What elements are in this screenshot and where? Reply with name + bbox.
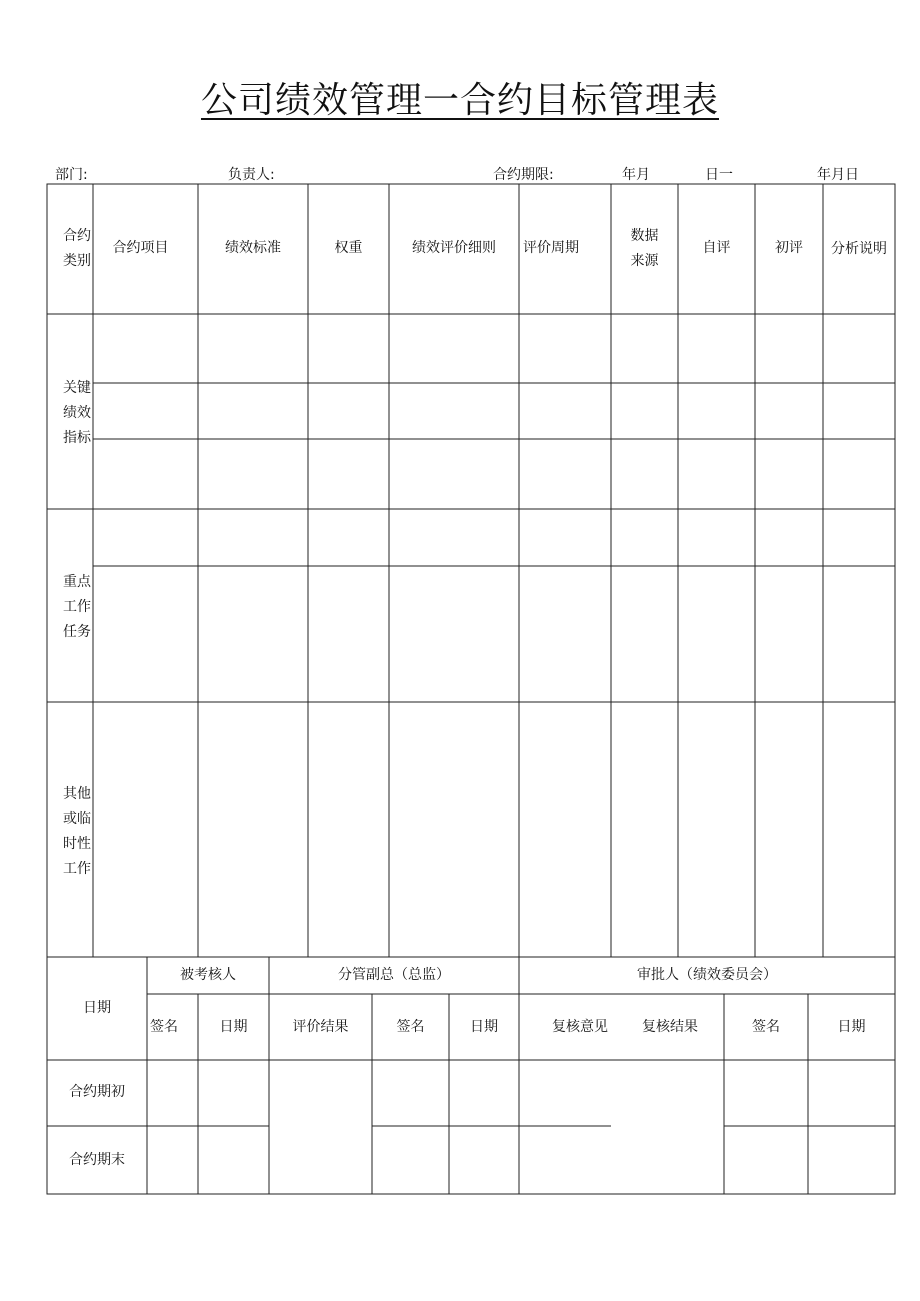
signoff-approver: 审批人（绩效委员会） bbox=[637, 967, 777, 983]
period-start-year-month: 年月 bbox=[622, 167, 650, 183]
header-self-eval: 自评 bbox=[702, 240, 731, 256]
approver-sign: 签名 bbox=[752, 1019, 780, 1035]
signoff-date-label: 日期 bbox=[83, 1000, 111, 1016]
header-standard: 绩效标准 bbox=[225, 240, 281, 256]
approver-date: 日期 bbox=[837, 1019, 866, 1035]
vp-date: 日期 bbox=[470, 1019, 498, 1035]
vp-eval-result: 评价结果 bbox=[292, 1019, 349, 1035]
period-end-date: 年月日 bbox=[817, 167, 859, 183]
page-title: 公司绩效管理一合约目标管理表 bbox=[200, 80, 719, 121]
category-other: 其他 或临 时性 工作 bbox=[63, 786, 91, 877]
header-category: 合约 类别 bbox=[63, 228, 91, 269]
header-analysis: 分析说明 bbox=[831, 241, 887, 257]
period-start-day: 日一 bbox=[705, 167, 733, 183]
header-weight: 权重 bbox=[334, 240, 363, 256]
header-cycle: 评价周期 bbox=[523, 240, 579, 256]
period-label: 合约期限: bbox=[493, 167, 554, 183]
header-initial-eval: 初评 bbox=[775, 240, 803, 256]
appraisee-sign: 签名 bbox=[150, 1019, 178, 1035]
header-source: 数据 来源 bbox=[630, 228, 659, 269]
review-result: 复核结果 bbox=[642, 1019, 698, 1035]
header-criteria: 绩效评价细则 bbox=[412, 240, 496, 256]
vp-sign: 签名 bbox=[396, 1019, 425, 1035]
signoff-appraisee: 被考核人 bbox=[180, 967, 236, 983]
appraisee-date: 日期 bbox=[219, 1019, 248, 1035]
department-label: 部门: bbox=[55, 167, 88, 183]
header-item: 合约项目 bbox=[112, 240, 169, 256]
period-start-row: 合约期初 bbox=[69, 1084, 125, 1100]
signoff-vp: 分管副总（总监） bbox=[338, 967, 450, 983]
owner-label: 负责人: bbox=[228, 167, 275, 183]
period-end-row: 合约期末 bbox=[69, 1152, 125, 1168]
review-opinion: 复核意见 bbox=[552, 1019, 608, 1035]
category-key-tasks: 重点 工作 任务 bbox=[63, 574, 91, 640]
category-kpi: 关键 绩效 指标 bbox=[63, 380, 91, 446]
